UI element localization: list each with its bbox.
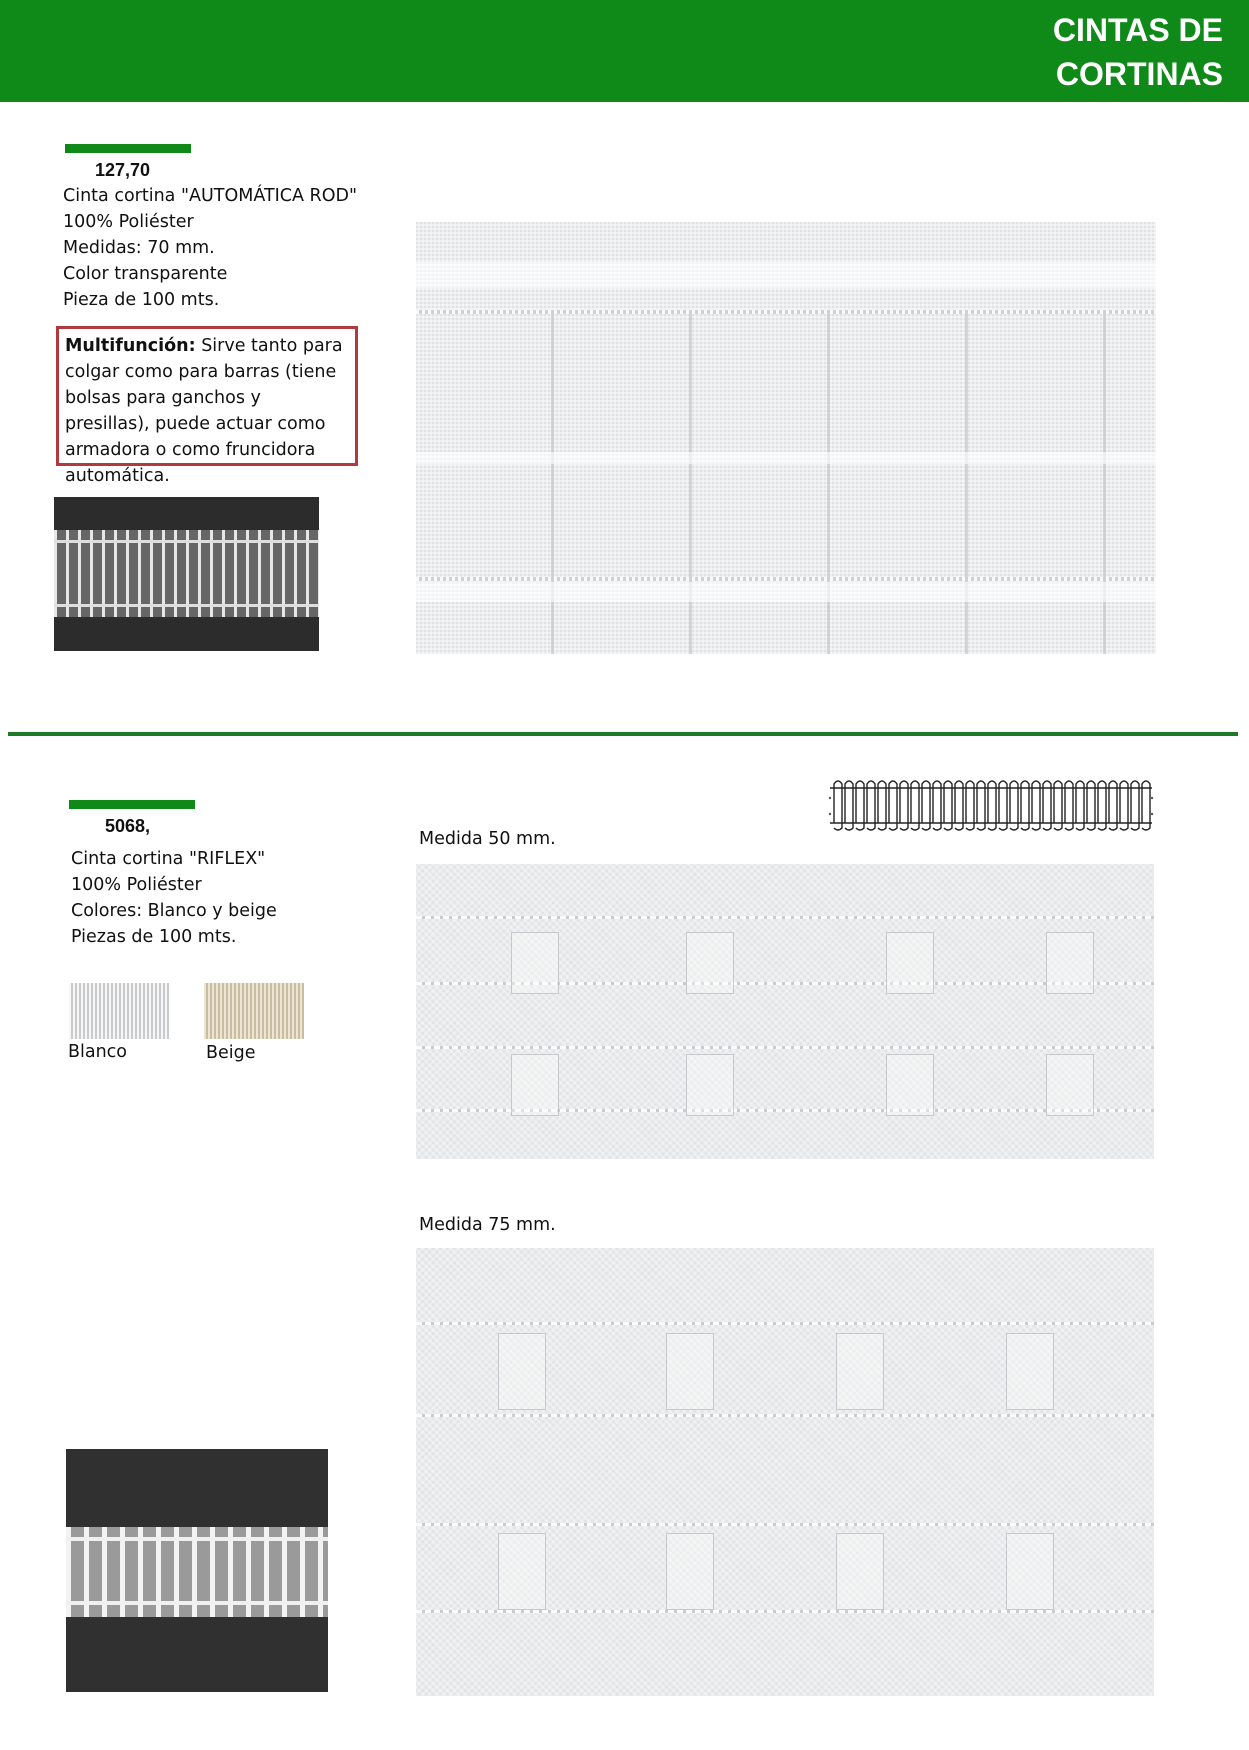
page-title-line-2: CORTINAS xyxy=(1055,56,1223,92)
product1-feature-text: Sirve tanto para colgar como para barras (tiene bolsas para ganchos y presillas), puede actuar como armadora o como fruncidora automática. xyxy=(65,336,343,486)
product2-accent-bar xyxy=(69,800,195,809)
page-title xyxy=(923,8,1223,96)
product1-description xyxy=(63,183,363,313)
tape-pleat-diagram xyxy=(826,776,1156,834)
product1-line-name: Cinta cortina "AUTOMÁTICA ROD" xyxy=(63,186,358,206)
product2-line-material: 100% Poliéster xyxy=(71,875,202,895)
swatch-white-label: Blanco xyxy=(68,1042,128,1062)
product2-line-pieces: Piezas de 100 mts. xyxy=(71,927,237,947)
section-divider xyxy=(8,732,1238,736)
swatch-beige-label: Beige xyxy=(206,1043,256,1063)
page-title-line-1: CINTAS DE xyxy=(1052,12,1223,48)
product2-fabric-75mm xyxy=(416,1248,1154,1696)
product1-line-piece: Pieza de 100 mts. xyxy=(63,290,220,310)
size-75-label: Medida 75 mm. xyxy=(419,1215,556,1235)
product1-line-material: 100% Poliéster xyxy=(63,212,194,232)
product2-tape-photo xyxy=(66,1449,328,1692)
product1-feature-box xyxy=(56,326,358,486)
product1-code: 127,70 xyxy=(95,160,151,180)
size-50-label: Medida 50 mm. xyxy=(419,829,556,849)
product1-line-color: Color transparente xyxy=(63,264,228,284)
product2-code: 5068, xyxy=(105,816,151,836)
swatch-white xyxy=(69,983,169,1039)
product2-fabric-50mm xyxy=(416,864,1154,1159)
product2-description xyxy=(71,846,371,950)
product1-accent-bar xyxy=(65,144,191,153)
product1-line-size: Medidas: 70 mm. xyxy=(63,238,215,258)
swatch-beige xyxy=(204,983,304,1039)
product1-feature-label: Multifunción: xyxy=(65,336,196,356)
product1-fabric-image xyxy=(416,222,1156,654)
product2-line-name: Cinta cortina "RIFLEX" xyxy=(71,849,266,869)
product1-tape-photo xyxy=(54,497,319,651)
product2-line-colors: Colores: Blanco y beige xyxy=(71,901,277,921)
